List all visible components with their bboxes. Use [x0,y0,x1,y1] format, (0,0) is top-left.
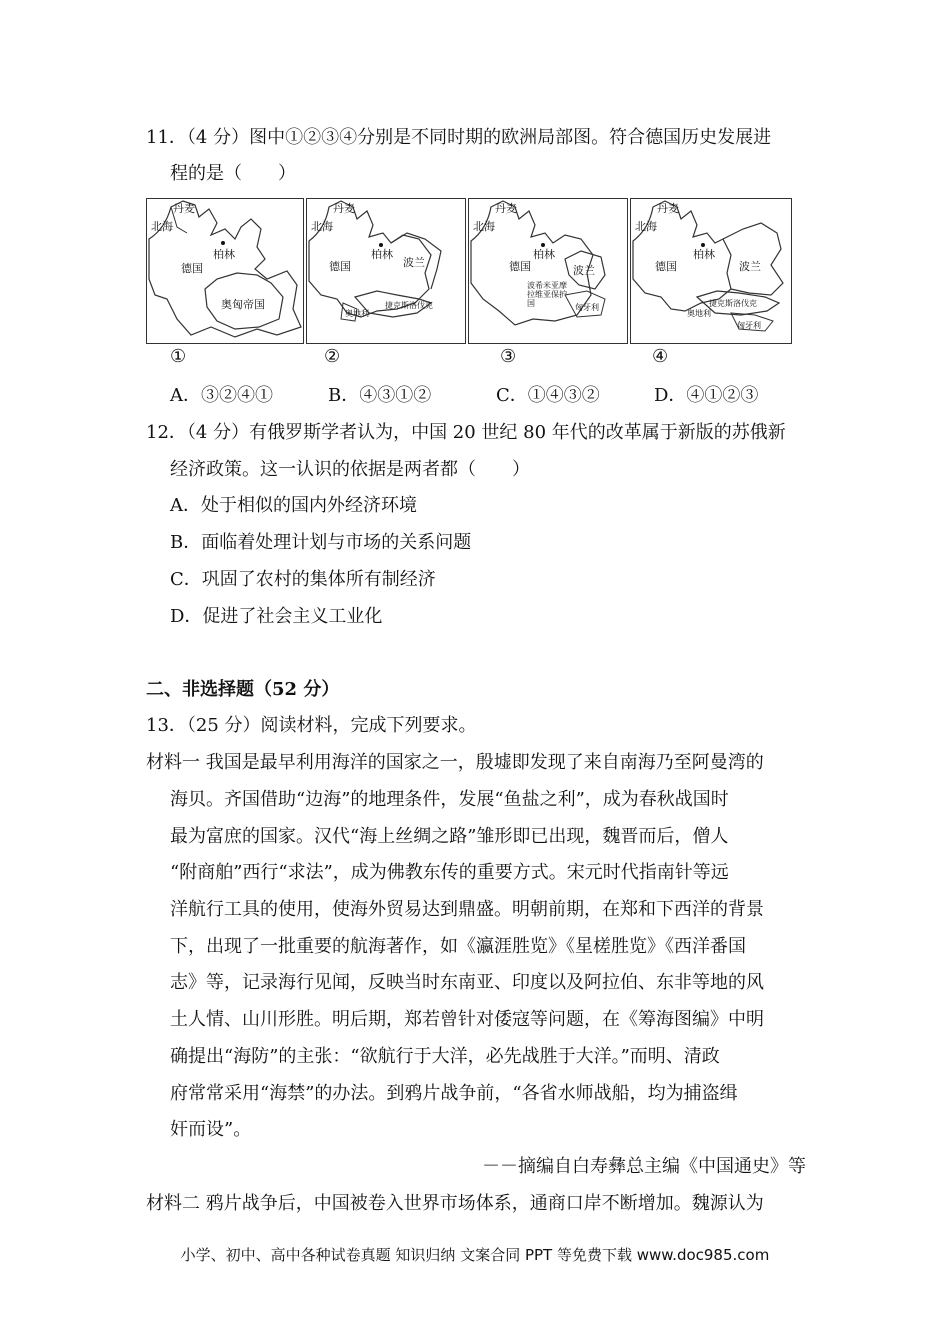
map-4-hungary: 匈牙利 [737,321,761,330]
q13-material1-line: “附商舶”西行“求法”，成为佛教东传的重要方式。宋元时代指南针等远 [170,862,729,883]
map-3-poland: 波兰 [573,264,595,277]
map-4-danmai: 丹麦 [657,202,679,215]
q11-option-d: D．④①②③ [654,385,759,406]
q12-option-c: C．巩固了农村的集体所有制经济 [170,569,436,590]
map-3-sea: 北海 [473,220,495,233]
map-2-germany: 德国 [329,260,351,273]
map-1-sea: 北海 [151,220,173,233]
map-2-austria: 奥地利 [345,309,369,318]
q12-option-d: D．促进了社会主义工业化 [170,606,383,627]
q12-option-b: B．面临着处理计划与市场的关系问题 [170,532,472,553]
map-4-capital: 柏林 [693,248,715,261]
q11-map-strip [146,198,810,346]
q12-stem-line2: 经济政策。这一认识的依据是两者都（ ） [170,459,530,480]
q11-stem-line1: 11．（4 分）图中①②③④分别是不同时期的欧洲局部图。符合德国历史发展进 [146,127,772,148]
section-heading: 二、非选择题（52 分） [146,679,340,700]
map-3-danmai: 丹麦 [495,202,517,215]
q11-option-b: B．④③①② [328,385,432,406]
map-4-germany: 德国 [655,260,677,273]
map-3 [468,198,628,344]
q12-stem-line1: 12．（4 分）有俄罗斯学者认为，中国 20 世纪 80 年代的改革属于新版的苏俄新 [146,422,786,443]
map-2-danmai: 丹麦 [333,202,355,215]
q13-material1-line: 志》等，记录海行见闻，反映当时东南亚、印度以及阿拉伯、东非等地的风 [170,972,764,993]
map-4-number: ④ [652,346,669,367]
page-footer: 小学、初中、高中各种试卷真题 知识归纳 文案合同 PPT 等免费下载 www.doc985.com [180,1246,770,1264]
map-2 [306,198,466,344]
q13-material2-line: 材料二 鸦片战争后，中国被卷入世界市场体系，通商口岸不断增加。魏源认为 [146,1193,764,1214]
q12-option-a: A．处于相似的国内外经济环境 [170,495,417,516]
map-1-capital: 柏林 [213,248,235,261]
map-2-capital: 柏林 [371,248,393,261]
map-1-germany: 德国 [181,262,203,275]
map-3-germany: 德国 [509,260,531,273]
map-4-poland: 波兰 [739,260,761,273]
map-2-poland: 波兰 [403,256,425,269]
q13-material1-line: 奸而设”。 [170,1119,252,1140]
q13-material1-line: 洋航行工具的使用，使海外贸易达到鼎盛。明朝前期，在郑和下西洋的背景 [170,899,764,920]
map-2-number: ② [324,346,341,367]
map-3-protectorate: 波希米亚摩拉维亚保护国 [527,281,567,308]
map-3-capital: 柏林 [533,248,555,261]
q13-material1-line: 材料一 我国是最早利用海洋的国家之一，殷墟即发现了来自南海乃至阿曼湾的 [146,752,764,773]
q13-material1-line: 府常常采用“海禁”的办法。到鸦片战争前，“各省水师战船，均为捕盗缉 [170,1083,738,1104]
q11-option-a: A．③②④① [170,385,273,406]
q13-material1-line: 确提出“海防”的主张：“欲航行于大洋，必先战胜于大洋。”而明、清政 [170,1046,720,1067]
map-4-czech: 捷克斯洛伐克 [709,299,757,308]
map-1-danmai: 丹麦 [173,202,195,215]
q13-material1-line: 下，出现了一批重要的航海著作，如《瀛涯胜览》《星槎胜览》《西洋番国 [170,936,746,957]
map-4-sea: 北海 [635,220,657,233]
q11-option-c: C．①④③② [496,385,600,406]
map-4 [630,198,792,344]
q13-material1-source: －－摘编自白寿彝总主编《中国通史》等 [482,1156,806,1177]
q13-material1-line: 海贝。齐国借助“边海”的地理条件，发展“鱼盐之利”，成为春秋战国时 [170,789,729,810]
q11-stem-line2: 程的是（ ） [170,163,296,184]
map-3-number: ③ [500,346,517,367]
map-2-sea: 北海 [311,220,333,233]
map-1-number: ① [170,346,187,367]
map-1 [146,198,304,344]
q13-intro: 13．（25 分）阅读材料，完成下列要求。 [146,715,477,736]
q13-material1-line: 土人情、山川形胜。明后期，郑若曾针对倭寇等问题，在《筹海图编》中明 [170,1009,764,1030]
map-1-region: 奥匈帝国 [221,298,265,311]
map-2-czech: 捷克斯洛伐克 [385,301,433,310]
map-3-hungary: 匈牙利 [575,303,599,312]
map-4-austria: 奥地利 [687,309,711,318]
q13-material1-line: 最为富庶的国家。汉代“海上丝绸之路”雏形即已出现，魏晋而后，僧人 [170,826,729,847]
